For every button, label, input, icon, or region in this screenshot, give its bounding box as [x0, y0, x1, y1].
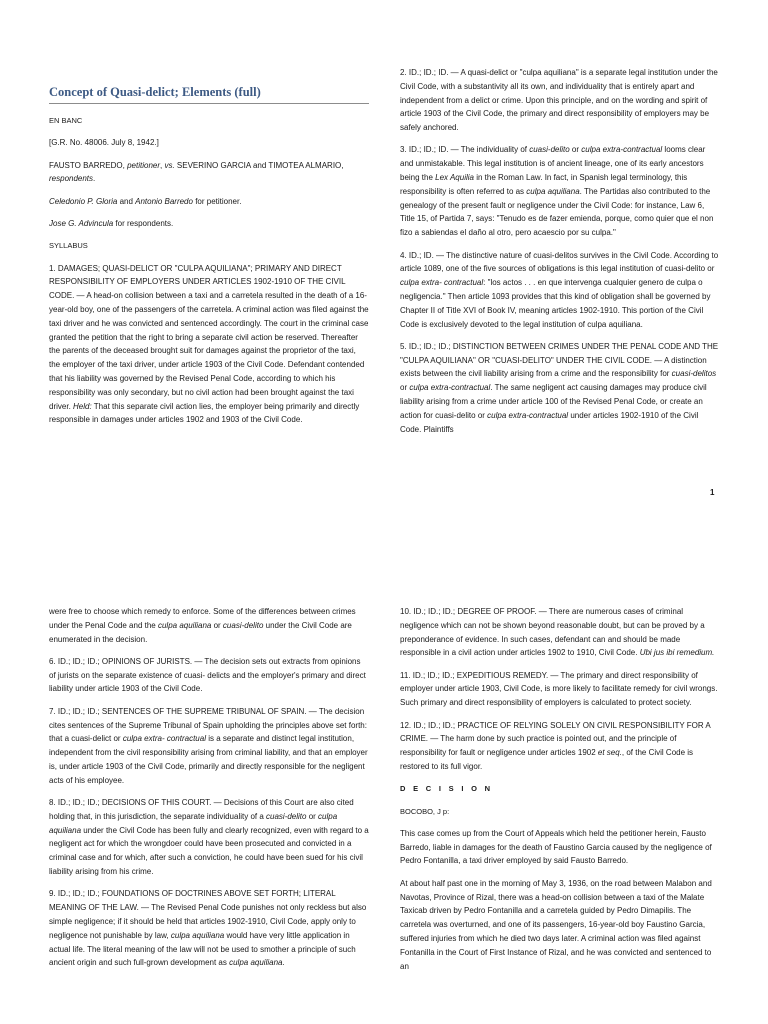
page-1-right-column	[400, 66, 720, 445]
syllabus-term: culpa extra-contractual	[581, 145, 663, 155]
syllabus-text: 5. ID.; ID.; ID.; DISTINCTION BETWEEN CRIMES UNDER THE PENAL CODE AND THE "CULPA AQUILIANA" OR "CUASI-DELITO" UNDER THE CIVIL CODE. — A distinction exists between the civil liability arising from a crime and the responsibility for	[400, 341, 719, 379]
page-2-right-column	[400, 605, 720, 982]
counsel-petitioner	[49, 195, 369, 209]
ponente: BOCOBO, J p:	[400, 806, 450, 816]
counsel-name: Celedonio P. Gloria	[49, 196, 118, 206]
syllabus-text: , of the Civil Code is restored to its full vigor.	[400, 748, 694, 771]
syllabus-text: 7. ID.; ID.; ID.; SENTENCES OF THE SUPREME TRIBUNAL OF SPAIN. — The decision cites sentences of the Supreme Tribunal of Spain upholding the principles above set forth: that a cuasi-delict or	[49, 706, 367, 744]
party-text: FAUSTO BARREDO,	[49, 160, 128, 170]
syllabus-heading: SYLLABUS	[49, 241, 88, 251]
syllabus-text: . The Partidas also contributed to the genealogy of the present fault or negligence under the Civil Code: for instance, Law 6, Title 15, of Partida 7, says: "Tenudo es de fazer emienda, porque, como quier que el non fizo a sabiendas el daño al otro, pero acaescio por su culpa."	[400, 186, 714, 238]
syllabus-text: would have very little application in actual life. The literal meaning of the law will not be used to smother a principle of such ancient origin and such full-grown development as	[49, 930, 356, 968]
syllabus-term: culpa extra-contractual	[487, 410, 569, 420]
syllabus-text: 8. ID.; ID.; ID.; DECISIONS OF THIS COURT. — Decisions of this Court are also cited holding that, in this jurisdiction, the separate individuality of a	[49, 798, 354, 821]
syllabus-item-8	[49, 796, 369, 879]
syllabus-item-2: 2. ID.; ID.; ID. — A quasi-delict or "culpa aquiliana" is a separate legal institution under the Civil Code, with a substantivity all its own, and individuality that is entirely apart and independent from a delict or crime. Upon this principle, and on the wording and spirit of article 1903 of the Civil Code, the primary and direct responsibility of employers may be safely anchored.	[400, 68, 718, 133]
counsel-text: and	[117, 196, 136, 206]
syllabus-item-1	[49, 262, 369, 428]
document-title: Concept of Quasi-delict; Elements (full)	[49, 84, 369, 104]
syllabus-term: culpa aquiliana	[526, 186, 580, 196]
syllabus-text: That this separate civil action lies, the employer being primarily and directly responsible in damages under articles 1902 and 1903 of the Civil Code.	[49, 401, 360, 425]
court-division: EN BANC	[49, 116, 83, 125]
party-text: ,	[160, 160, 165, 170]
syllabus-item-5-continued	[49, 605, 369, 646]
page-1-left-column	[49, 84, 369, 436]
syllabus-item-11: 11. ID.; ID.; ID.; EXPEDITIOUS REMEDY. — The primary and direct responsibility of employer under article 1903, Civil Code, is more likely to facilitate remedy for civil wrongs. Such primary and direct responsibility of employers is calculated to protect society.	[400, 670, 718, 708]
syllabus-term: culpa aquiliana	[229, 958, 283, 968]
syllabus-text: . The same negligent act causing damages may produce civil liability arising from a crime under article 100 of the Revised Penal Code, or create an action for cuasi-delito or	[400, 383, 707, 420]
party-text: SEVERINO GARCIA and TIMOTEA ALMARIO,	[174, 160, 344, 170]
syllabus-term: cuasi-delito	[222, 620, 264, 630]
syllabus-item-12	[400, 719, 720, 774]
syllabus-item-5	[400, 340, 720, 437]
syllabus-term: culpa extra- contractual	[400, 278, 484, 288]
syllabus-text: .	[282, 958, 285, 968]
syllabus-text: in the Roman Law. In fact, in Spanish legal terminology, this responsibility is often referred to as	[400, 173, 688, 196]
syllabus-term: et seq.	[597, 748, 622, 758]
page-number: 1	[710, 488, 715, 497]
counsel-respondent	[49, 217, 369, 231]
syllabus-term: cuasi-delitos	[671, 369, 717, 379]
syllabus-text: under articles 1902-1910 of the Civil Code. Plaintiffs	[400, 410, 699, 434]
party-text: .	[93, 174, 96, 184]
counsel-name: Jose G. Advincula	[49, 218, 114, 228]
syllabus-term: culpa extra- contractual	[122, 734, 206, 744]
syllabus-text: were free to choose which remedy to enforce. Some of the differences between crimes under the Penal Code and the	[49, 607, 356, 630]
syllabus-item-4	[400, 249, 720, 332]
decision-paragraph-2: At about half past one in the morning of May 3, 1936, on the road between Malabon and Navotas, Province of Rizal, there was a head-on collision between a taxi of the Malate Taxicab driven by Pedro Fontanilla and a carretela guided by Pedro Dimapilis. The carretela was overturned, and one of its passengers, 16-year-old boy Faustino Garcia, suffered injuries from which he died two days later. A criminal action was filed against Fontanilla in the Court of First Instance of Rizal, and he was convicted and sentenced to an	[400, 878, 712, 971]
syllabus-term: Lex Aquilia	[435, 173, 474, 183]
syllabus-term: cuasi-delito	[266, 811, 307, 821]
syllabus-text: 4. ID.; ID. — The distinctive nature of cuasi-delitos survives in the Civil Code. According to article 1089, one of the five sources of obligations is this legal institution of cuasi-delito or	[400, 250, 719, 274]
syllabus-text: 12. ID.; ID.; ID.; PRACTICE OF RELYING SOLELY ON CIVIL RESPONSIBILITY FOR A CRIME. — The harm done by such practice is pointed out, and the principle of responsibility for fault or negligence under articles 1902	[400, 720, 711, 758]
latin-maxim: Ubi jus ibi remedium.	[639, 648, 715, 658]
syllabus-text: : "los actos . . . en que intervenga cualquier genero de culpa o negligencia." Then article 1093 provides that this kind of obligation shall be governed by Chapter II of Title XVI of Book IV, meaning articles 1902-1910. This portion of the Civil Code is exclusively devoted to the legal institution of culpa aquiliana.	[400, 278, 711, 329]
syllabus-text: 1. DAMAGES; QUASI-DELICT OR "CULPA AQUILIANA"; PRIMARY AND DIRECT RESPONSIBILITY OF EMPLOYERS UNDER ARTICLES 1902-1910 OF THE CIVIL CODE. — A head-on collision between a taxi and a carretela resulted in the death of a 16-year-old boy, one of the passengers of the carretela. A criminal action was filed against the taxi driver and he was convicted and sentenced accordingly. The court in the criminal case granted the petition that the right to bring a separate civil action be reserved. Thereafter the parents of the deceased brought suit for damages against the proprietor of the taxi, the employer of the taxi driver, under article 1903 of the Civil Code. Defendant contended that his liability was governed by the Revised Penal Code, according to which his responsibility was only secondary, but no civil action had been brought against the taxi driver.	[49, 263, 369, 411]
versus-text: vs.	[164, 160, 175, 170]
syllabus-text: or	[306, 811, 319, 821]
syllabus-term: culpa extra-contractual	[409, 383, 491, 393]
syllabus-term: culpa aquiliana	[157, 620, 212, 630]
party-role: respondents	[49, 174, 94, 184]
syllabus-item-3	[400, 143, 720, 240]
page-gap	[0, 512, 768, 588]
syllabus-item-6: 6. ID.; ID.; ID.; OPINIONS OF JURISTS. — The decision sets out extracts from opinions of jurists on the separate existence of cuasi- delicts and the employer's primary and direct liability under article 1903 of the Civil Code.	[49, 656, 366, 694]
syllabus-text: 10. ID.; ID.; ID.; DEGREE OF PROOF. — There are numerous cases of criminal negligence which can not be shown beyond reasonable doubt, but can be proved by a preponderance of evidence. In such cases, defendant can and should be made responsible in a civil action under articles 1902 to 1910, Civil Code.	[400, 607, 705, 658]
syllabus-item-7	[49, 705, 369, 788]
counsel-text: for respondents.	[113, 218, 174, 228]
decision-heading: D E C I S I O N	[400, 784, 493, 794]
decision-paragraph-1: This case comes up from the Court of Appeals which held the petitioner herein, Fausto Barredo, liable in damages for the death of Faustino Garcia caused by the negligence of Pedro Fontanilla, a taxi driver employed by said Fausto Barredo.	[400, 828, 712, 866]
case-parties	[49, 159, 369, 187]
counsel-name: Antonio Barredo	[135, 196, 193, 206]
counsel-text: for petitioner.	[192, 196, 242, 206]
syllabus-term: culpa aquiliana	[49, 811, 338, 835]
syllabus-text: looms clear and unmistakable. This legal institution is of ancient lineage, one of its early ancestors being the	[400, 145, 706, 183]
case-number: [G.R. No. 48006. July 8, 1942.]	[49, 138, 159, 148]
page-2-left-column	[49, 605, 369, 979]
syllabus-term: cuasi-delito	[529, 145, 570, 155]
syllabus-text: or	[569, 145, 582, 155]
party-role: petitioner	[127, 160, 161, 170]
syllabus-text: under the Civil Code are enumerated in the decision.	[49, 620, 352, 644]
held-label: Held:	[73, 401, 92, 411]
syllabus-text: 3. ID.; ID.; ID. — The individuality of	[400, 145, 530, 155]
syllabus-text: is a separate and distinct legal institution, independent from the civil responsibility arising from criminal liability, and that an employer is, under article 1903 of the Civil Code, primarily and directly responsible for the negligent acts of his employee.	[49, 734, 368, 785]
syllabus-text: or	[211, 620, 223, 630]
syllabus-text: or	[400, 383, 410, 393]
syllabus-term: culpa aquiliana	[170, 930, 225, 940]
syllabus-text: under the Civil Code has been fully and clearly recognized, even with regard to a negligent act for which the wrongdoer could have been prosecuted and convicted in a criminal case and for which, after such a conviction, he could have been sued for his civil liability arising from his crime.	[49, 825, 369, 877]
syllabus-item-10	[400, 605, 720, 660]
syllabus-text: 9. ID.; ID.; ID.; FOUNDATIONS OF DOCTRINES ABOVE SET FORTH; LITERAL MEANING OF THE LAW. — The Revised Penal Code punishes not only reckless but also simple negligence; if it should be held that articles 1902-1910, Civil Code, apply only to negligence not punishable by law,	[49, 889, 367, 940]
syllabus-item-9	[49, 887, 369, 970]
